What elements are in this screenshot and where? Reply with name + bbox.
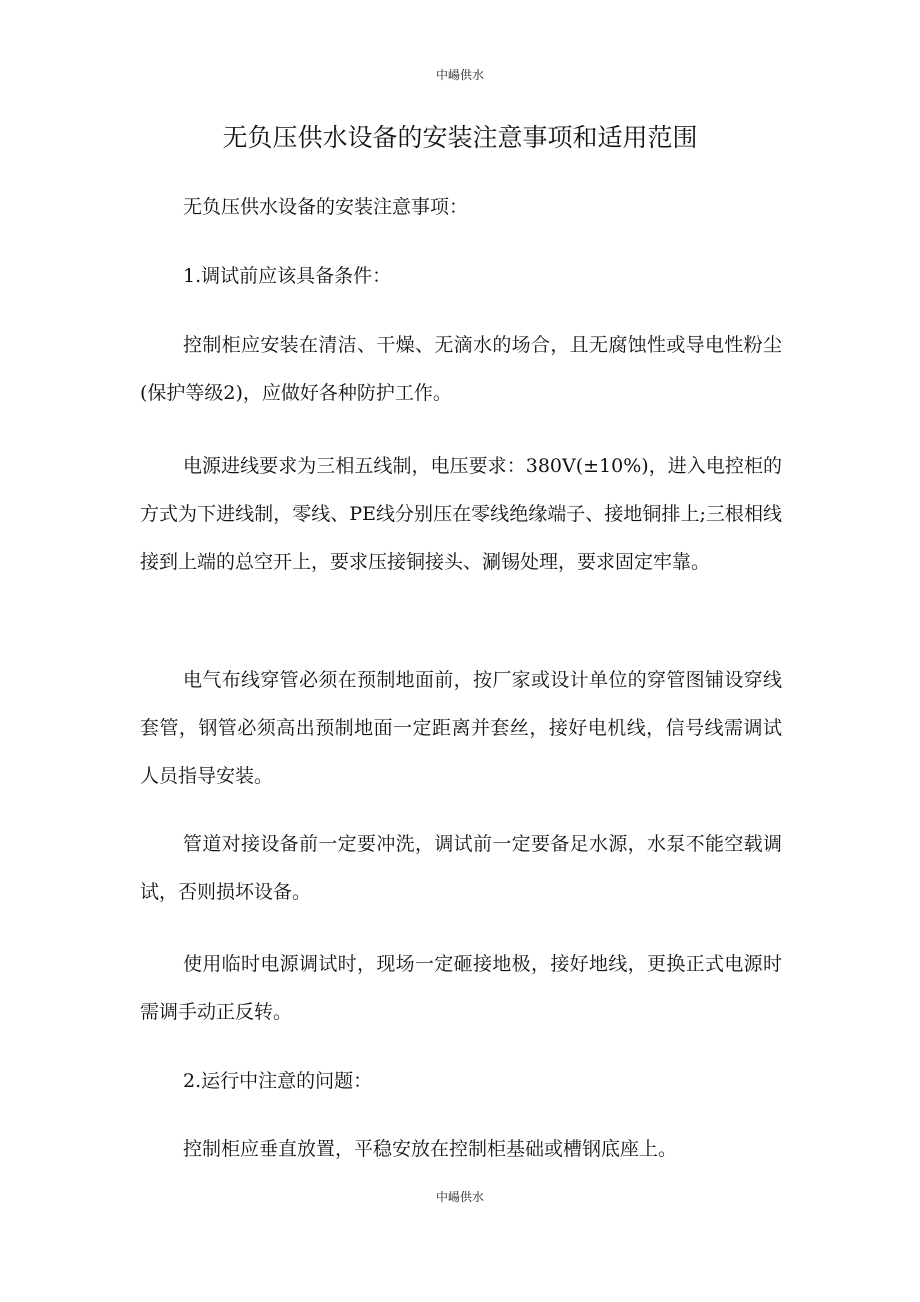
page-header: 中崵供水 xyxy=(435,68,484,82)
subsection-heading-2: 2.运行中注意的问题： xyxy=(183,1070,373,1092)
subsection-heading-1: 1.调试前应该具备条件： xyxy=(183,265,392,287)
paragraph-temporary-power: 使用临时电源调试时，现场一定砸接地极，接好地线，更换正式电源时需调手动正反转。 xyxy=(140,953,782,1023)
paragraph-pipe-flushing: 管道对接设备前一定要冲洗，调试前一定要备足水源，水泵不能空载调试，否则损坏设备。 xyxy=(140,833,782,903)
paragraph-conduit-wiring: 电气布线穿管必须在预制地面前，按厂家或设计单位的穿管图铺设穿线套管，钢管必须高出预制地面一定距离并套丝，接好电机线，信号线需调试人员指导安装。 xyxy=(140,669,782,787)
paragraph-power-wiring: 电源进线要求为三相五线制，电压要求：380V(±10%)，进入电控柜的方式为下进线制，零线、PE线分别压在零线绝缘端子、接地铜排上;三根相线接到上端的总空开上，要求压接铜接头、涮锡处理，要求固定牢靠。 xyxy=(140,455,782,573)
paragraph-control-cabinet-environment: 控制柜应安装在清洁、干燥、无滴水的场合，且无腐蚀性或导电性粉尘(保护等级2)，应做好各种防护工作。 xyxy=(140,334,782,404)
section-heading: 无负压供水设备的安装注意事项： xyxy=(183,196,469,218)
paragraph-cabinet-placement: 控制柜应垂直放置，平稳安放在控制柜基础或槽钢底座上。 xyxy=(183,1138,678,1160)
document-title: 无负压供水设备的安装注意事项和适用范围 xyxy=(222,123,698,152)
page-footer: 中崵供水 xyxy=(435,1190,484,1204)
